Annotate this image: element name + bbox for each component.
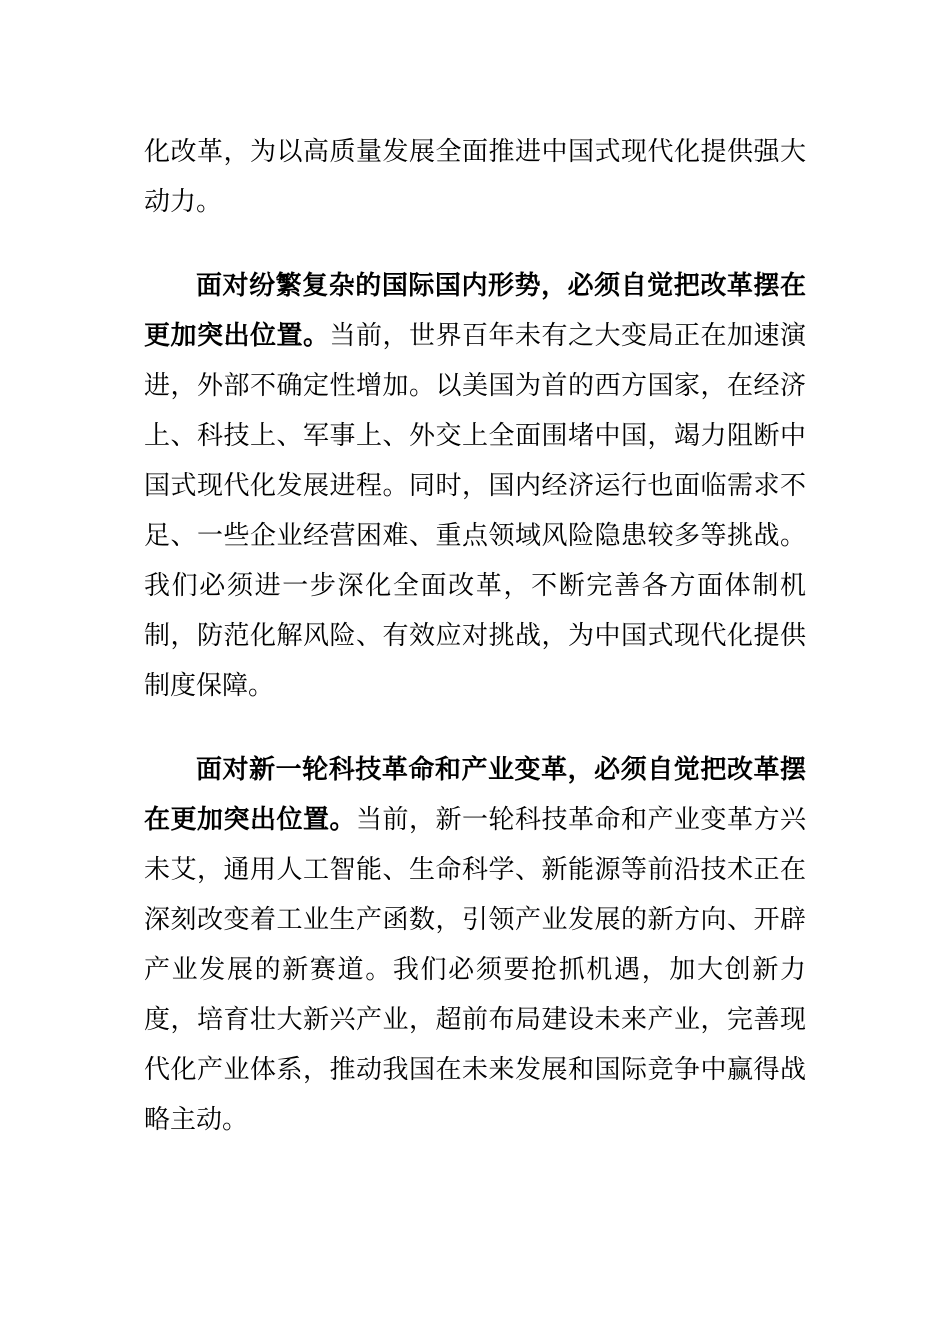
document-body <box>144 127 806 1145</box>
paragraph-continuation <box>144 127 806 227</box>
paragraph-text: 当前，新一轮科技革命和产业变革方兴未艾，通用人工智能、生命科学、新能源等前沿技术正在深刻改变着工业生产函数，引领产业发展的新方向、开辟产业发展的新赛道。我们必须要抢抓机遇，加大创新力度，培育壮大新兴产业，超前布局建设未来产业，完善现代化产业体系，推动我国在未来发展和国际竞争中赢得战略主动。 <box>144 805 806 1135</box>
paragraph-lead-sentence: 面对新一轮科技革命和产业变革，必须自觉把改革摆在更加突出位置。 <box>144 755 806 835</box>
paragraph-lead-sentence: 面对纷繁复杂的国际国内形势，必须自觉把改革摆在更加突出位置。 <box>144 271 806 351</box>
paragraph-text: 化改革，为以高质量发展全面推进中国式现代化提供强大动力。 <box>144 137 806 217</box>
paragraph-tech-revolution <box>144 745 806 1145</box>
paragraph-international-situation <box>144 261 806 711</box>
paragraph-text: 当前，世界百年未有之大变局正在加速演进，外部不确定性增加。以美国为首的西方国家，在经济上、科技上、军事上、外交上全面围堵中国，竭力阻断中国式现代化发展进程。同时，国内经济运行也面临需求不足、一些企业经营困难、重点领域风险隐患较多等挑战。我们必须进一步深化全面改革，不断完善各方面体制机制，防范化解风险、有效应对挑战，为中国式现代化提供制度保障。 <box>144 321 806 701</box>
